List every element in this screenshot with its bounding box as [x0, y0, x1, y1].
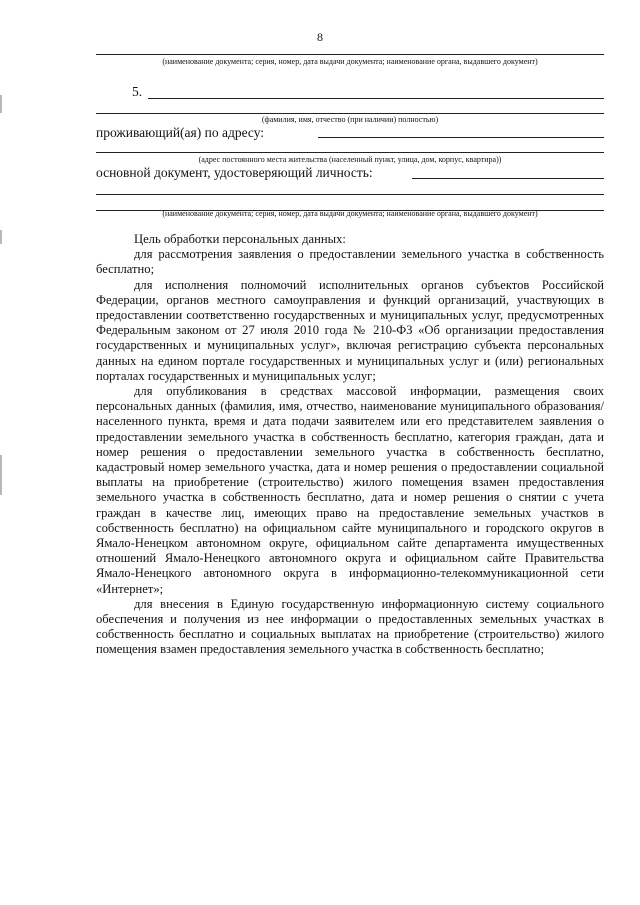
fio-caption: (фамилия, имя, отчество (при наличии) полностью) [261, 115, 439, 124]
purpose-heading: Цель обработки персональных данных: [134, 232, 346, 246]
address-caption: (адрес постоянного места жительства (населенный пункт, улица, дом, корпус, квартира)) [198, 155, 502, 164]
fio-fill-line [148, 98, 604, 99]
document-caption: (наименование документа; серия, номер, дата выдачи документа; наименование органа, выдавшего документ) [162, 57, 538, 66]
item-number: 5. [132, 84, 143, 99]
purpose-paragraph: для рассмотрения заявления о предоставлении земельного участка в собственность бесплатно; [96, 247, 604, 277]
scan-margin-mark [0, 230, 2, 244]
fio-fill-line-2 [96, 113, 604, 114]
purpose-paragraph: для опубликования в средствах массовой информации, размещения своих персональных данных (фамилия, имя, отчество, наименование муниципального образования/населенного пункта, время и дата подачи заявителем или его представителем заявления о предоставлении земельного участка в собственность бесплатно, категория граждан, дата и номер решения о предоставлении земельного участка в собственность бесплатно, кадастровый номер земельного участка, дата и номер решения о предоставлении социальной выплаты на приобретение (строительство) жилого помещения взамен предоставления земельного участка в собственность бесплатно, дата и номер решения о снятии с учета граждан в качестве лиц, имеющих право на предоставление земельных участков в собственность бесплатно) на официальном сайте муниципального и городского округов в Ямало-Ненецком автономном округе, официальном сайте департамента имущественных отношений Ямало-Ненецкого автономного округа и официальном сайте Правительства Ямало-Ненецкого автономного округа в информационно-телекоммуникационной сети «Интернет»; [96, 384, 604, 596]
page-number: 8 [317, 30, 323, 44]
address-fill-line [318, 137, 604, 138]
id-document-fill-line [412, 178, 604, 179]
purpose-paragraph: для внесения в Единую государственную информационную систему социального обеспечения и получения из нее информации о предоставленных земельных участках в собственность бесплатно и социальных выплатах на приобретение (строительство) жилого помещения взамен предоставления земельного участка в собственность бесплатно; [96, 596, 604, 657]
id-document-caption: (наименование документа; серия, номер, дата выдачи документа; наименование органа, выдавшего документ) [162, 209, 538, 218]
scan-margin-mark [0, 455, 2, 495]
scan-margin-mark [0, 95, 2, 113]
address-fill-line-2 [96, 152, 604, 153]
id-document-label: основной документ, удостоверяющий личность: [96, 165, 373, 180]
document-fill-line [96, 54, 604, 55]
purpose-paragraph: для исполнения полномочий исполнительных органов субъектов Российской Федерации, органов местного самоуправления и функций организаций, участвующих в предоставлении соответственно государственных и муниципальных услуг, предусмотренных Федеральным законом от 27 июля 2010 года № 210-ФЗ «Об организации предоставления государственных и муниципальных услуг», включая регистрацию субъекта персональных данных на едином портале государственных и муниципальных услуг и (или) региональных порталах государственных и муниципальных услуг; [96, 277, 604, 383]
purpose-section [96, 232, 604, 658]
id-document-fill-line-2 [96, 194, 604, 195]
residence-label: проживающий(ая) по адресу: [96, 125, 265, 140]
